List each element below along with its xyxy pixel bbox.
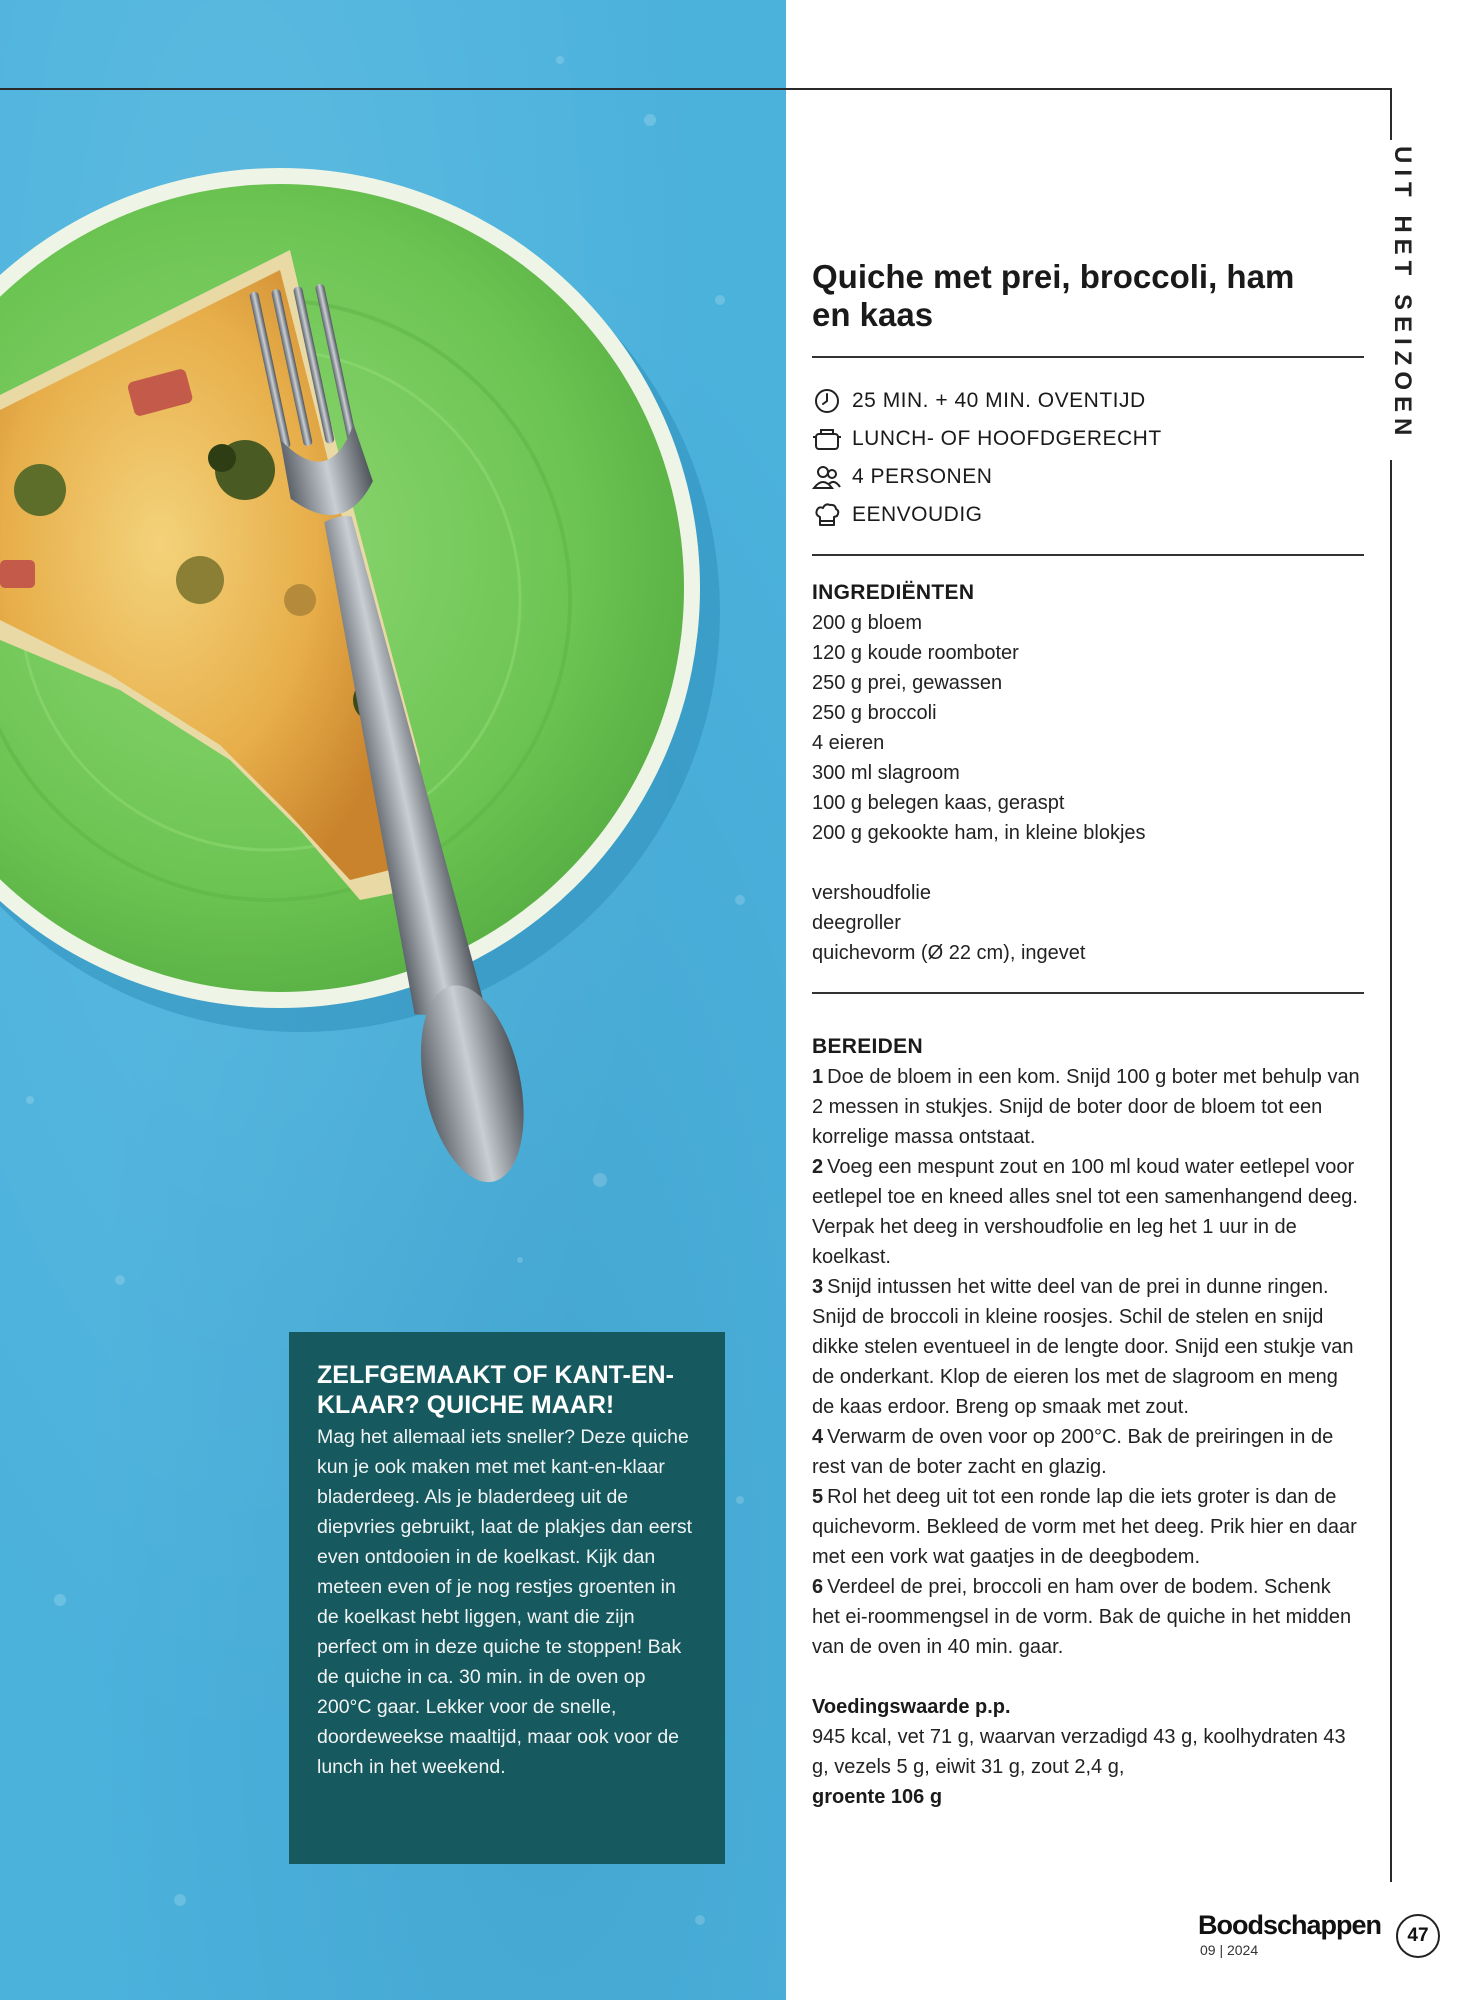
step-number: 3 [812, 1276, 824, 1298]
divider [812, 554, 1364, 556]
section-label: UIT HET SEIZOEN [1389, 146, 1416, 442]
step-item [812, 1272, 1364, 1422]
meta-time [812, 382, 1364, 420]
brand-logo: Boodschappen [1198, 1910, 1382, 1940]
ingredient-item: 250 g prei, gewassen [812, 672, 1003, 694]
step-number: 1 [812, 1066, 824, 1088]
nutrition-heading: Voedingswaarde p.p. [812, 1696, 1011, 1718]
ingredient-item: 200 g bloem [812, 612, 923, 634]
nutrition-vegetables: groente 106 g [812, 1786, 943, 1808]
ingredient-item: 250 g broccoli [812, 702, 937, 724]
step-item [812, 1062, 1364, 1152]
top-rule [0, 88, 1392, 90]
step-text: Voeg een mespunt zout en 100 ml koud water eetlepel voor eetlepel toe en kneed alles snel tot een samenhangend deeg. Verpak het deeg in vershoudfolie en leg het 1 uur in de koelkast. [812, 1156, 1358, 1268]
step-text: Doe de bloem in een kom. Snijd 100 g boter met behulp van 2 messen in stukjes. Snijd de boter door de bloem tot een korrelige massa ontstaat. [812, 1066, 1360, 1148]
step-item [812, 1422, 1364, 1482]
meta-difficulty-text: EENVOUDIG [852, 503, 983, 526]
step-item [812, 1482, 1364, 1572]
ingredient-item: 200 g gekookte ham, in kleine blokjes [812, 822, 1146, 844]
step-item [812, 1152, 1364, 1272]
step-text: Verwarm de oven voor op 200°C. Bak de preiringen in de rest van de boter zacht en glazig. [812, 1426, 1334, 1478]
nutrition-text: 945 kcal, vet 71 g, waarvan verzadigd 43 g, koolhydraten 43 g, vezels 5 g, eiwit 31 g, zout 2,4 g, [812, 1726, 1346, 1778]
tip-body: Mag het allemaal iets sneller? Deze quiche kun je ook maken met met kant-en-klaar bladerdeeg. Als je bladerdeeg uit de diepvries gebruikt, laat de plakjes dan eerst even ontdooien in de koelkast. Kijk dan meteen even of je nog restjes groenten in de koelkast hebt liggen, want die zijn perfect om in deze quiche te stoppen! Bak de quiche in ca. 30 min. in de oven op 200°C gaar. Lekker voor de snelle, doordeweekse maaltijd, maar ook voor de lunch in het weekend. [317, 1426, 693, 1778]
step-number: 2 [812, 1156, 824, 1178]
tools-list [812, 878, 1364, 968]
recipe-column [812, 258, 1364, 1812]
divider [812, 992, 1364, 994]
tip-title: ZELFGEMAAKT OF KANT-EN-KLAAR? QUICHE MAAR! [317, 1361, 674, 1419]
pot-icon [812, 425, 842, 453]
step-text: Rol het deeg uit tot een ronde lap die iets groter is dan de quichevorm. Bekleed de vorm met het deeg. Prik hier en daar met een vork wat gaatjes in de deegbodem. [812, 1486, 1357, 1568]
tool-item: vershoudfolie [812, 882, 931, 904]
meta-course-text: LUNCH- OF HOOFDGERECHT [852, 427, 1162, 450]
step-item [812, 1572, 1364, 1662]
recipe-meta [812, 358, 1364, 554]
meta-servings [812, 458, 1364, 496]
ingredient-item: 300 ml slagroom [812, 762, 960, 784]
issue-date: 09 | 2024 [1200, 1942, 1259, 1958]
ingredient-item: 4 eieren [812, 732, 885, 754]
ingredient-item: 100 g belegen kaas, geraspt [812, 792, 1065, 814]
ingredient-item: 120 g koude roomboter [812, 642, 1019, 664]
clock-icon [812, 387, 842, 415]
meta-course [812, 420, 1364, 458]
meta-servings-text: 4 PERSONEN [852, 465, 993, 488]
recipe-title: Quiche met prei, broccoli, ham en kaas [812, 258, 1295, 333]
tool-item: deegroller [812, 912, 901, 934]
step-text: Verdeel de prei, broccoli en ham over de bodem. Schenk het ei-roommengsel in de vorm. Bak de quiche in het midden van de oven in 40 min. gaar. [812, 1576, 1352, 1658]
people-icon [812, 463, 842, 491]
steps-heading: BEREIDEN [812, 1035, 923, 1058]
ingredients-list [812, 608, 1364, 848]
steps-list [812, 1062, 1364, 1662]
side-rule-bottom [1390, 460, 1392, 1882]
tool-item: quichevorm (Ø 22 cm), ingevet [812, 942, 1086, 964]
ingredients-heading: INGREDIËNTEN [812, 581, 975, 604]
chef-hat-icon [812, 501, 842, 529]
meta-time-text: 25 MIN. + 40 MIN. OVENTIJD [852, 389, 1146, 412]
step-number: 5 [812, 1486, 824, 1508]
side-rule-top [1390, 88, 1392, 140]
step-number: 6 [812, 1576, 824, 1598]
step-number: 4 [812, 1426, 824, 1448]
page-number: 47 [1396, 1914, 1440, 1958]
step-text: Snijd intussen het witte deel van de prei in dunne ringen. Snijd de broccoli in kleine roosjes. Schil de stelen en snijd dikke stelen eventueel in de lengte door. Snijd een stukje van de onderkant. Klop de eieren los met de slagroom en meng de kaas erdoor. Breng op smaak met zout. [812, 1276, 1354, 1418]
meta-difficulty [812, 496, 1364, 534]
tip-box [289, 1332, 725, 1864]
